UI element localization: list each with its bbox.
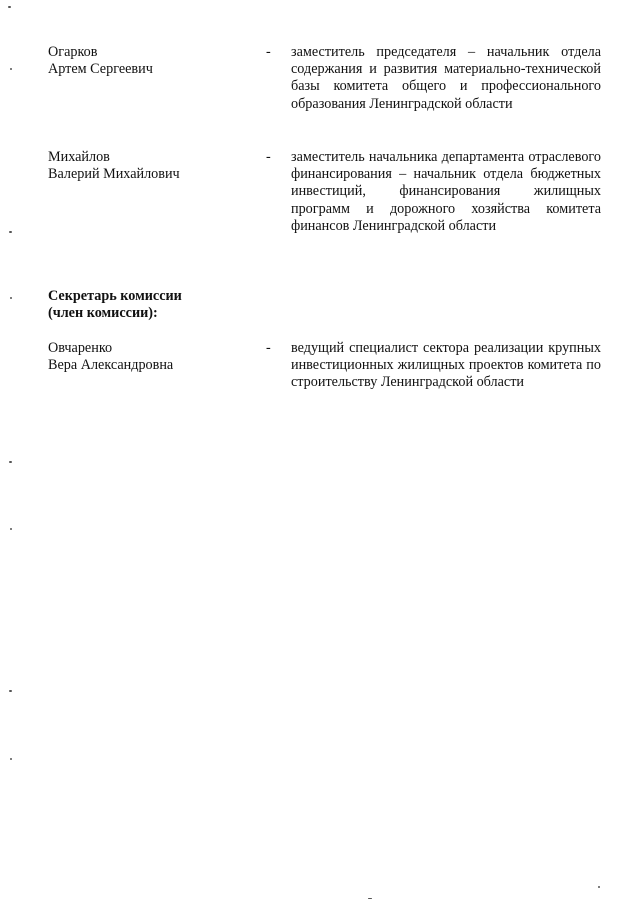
member-role: заместитель начальника департамента отраслевого финансирования – начальник отдела бюджетных инвестиций, финансирования жилищных программ и дорожного хозяйства комитета финансов Ленинградской области xyxy=(291,149,601,234)
scan-speck xyxy=(10,758,12,760)
scan-speck xyxy=(9,231,12,233)
separator-dash: - xyxy=(266,44,271,60)
scan-speck xyxy=(598,886,600,888)
member-name xyxy=(48,149,258,183)
member-surname: Овчаренко xyxy=(48,340,113,356)
scan-speck xyxy=(9,461,12,463)
scan-speck xyxy=(10,528,12,530)
scan-speck xyxy=(8,6,11,8)
member-role: ведущий специалист сектора реализации крупных инвестиционных жилищных проектов комитета по строительству Ленинградской области xyxy=(291,340,601,391)
scan-speck xyxy=(10,297,12,299)
member-role: заместитель председателя – начальник отдела содержания и развития материально-технической базы комитета общего и профессионального образования Ленинградской области xyxy=(291,44,601,112)
secretary-title-line1: Секретарь комиссии xyxy=(48,288,182,304)
member-given-names: Артем Сергеевич xyxy=(48,61,153,78)
member-given-names: Вера Александровна xyxy=(48,357,174,374)
member-name xyxy=(48,340,258,374)
scan-speck xyxy=(368,898,372,899)
secretary-section-title xyxy=(48,288,268,323)
member-surname: Михайлов xyxy=(48,149,110,165)
separator-dash: - xyxy=(266,149,271,165)
member-name xyxy=(48,44,258,78)
separator-dash: - xyxy=(266,340,271,356)
secretary-title-line2: (член комиссии): xyxy=(48,305,158,322)
scan-speck xyxy=(9,690,12,692)
member-surname: Огарков xyxy=(48,44,98,60)
member-given-names: Валерий Михайлович xyxy=(48,166,180,183)
scan-speck xyxy=(10,68,12,70)
